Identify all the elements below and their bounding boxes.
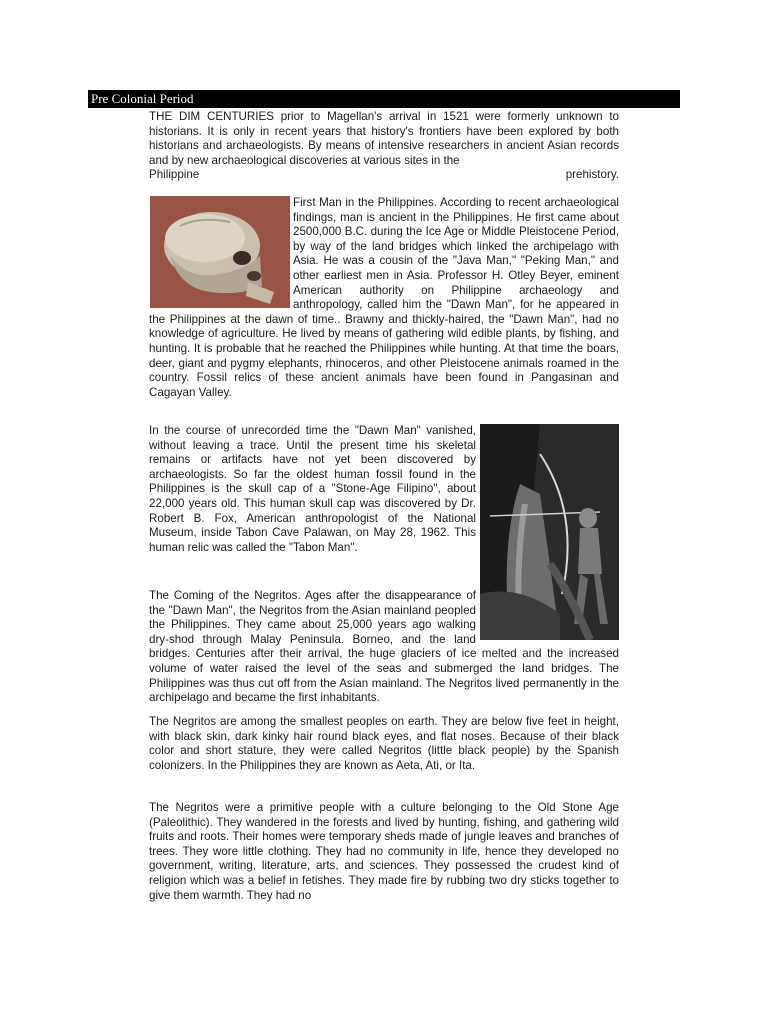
paragraph-negritos-culture: The Negritos were a primitive people with a culture belonging to the Old Stone Age (Paleolithic). They wandered in the forests and lived by hunting, fishing, and gathering wild fruits and roots. Their homes were temporary sheds made of jungle leaves and branches of trees. They wore little clothing. They had no community in life, hence they developed no government, writing, literature, arts, and sciences. They possessed the crudest kind of religion which was a belief in fetishes. They made fire by rubbing two dry sticks together to give them warmth. They had no <box>149 801 619 902</box>
paragraph-intro <box>149 110 619 183</box>
negritos-text: The Coming of the Negritos. Ages after the disappearance of the "Dawn Man", the Negritos from the Asian mainland peopled the Philippines. They came about 25,000 years ago walking dry-shod through Malay Peninsula. Borneo, and the land bridges. Centuries after their arrival, the huge glaciers of ice melted and the increased volume of water raised the level of the seas and submerged the land bridges. The Philippines was thus cut off from the Asian mainland. The Negritos lived permanently in the archipelago and became the first inhabitants. <box>149 589 619 705</box>
first-man-text: First Man in the Philippines. According to recent archaeological findings, man is ancient in the Philippines. He first came about 2500,000 B.C. during the Ice Age or Middle Pleistocene Period, by way of the land bridges which linked the archipelago with Asia. He was a cousin of the "Java Man," "Peking Man," and other earliest men in Asia. Professor H. Otley Beyer, eminent American authority on Philippine archaeology and anthropology, called him the "Dawn Man", for he appeared in the Philippines at the dawn of time.. Brawny and thickly-haired, the "Dawn Man", had no knowledge of agriculture. He lived by means of gathering wild edible plants, by fishing, and hunting. It is probable that he reached the Philippines while hunting. At that time the boars, deer, giant and pygmy elephants, rhinoceros, and other Pleistocene animals roamed in the country. Fossil relics of these ancient animals have been found in Pangasinan and Cagayan Valley. <box>149 196 619 399</box>
section-title: Pre Colonial Period <box>88 90 680 108</box>
hunter-float-spacer-2 <box>476 589 619 640</box>
intro-last-line: Philippine prehistory. <box>149 168 619 182</box>
paragraph-first-man <box>149 196 619 400</box>
intro-text: THE DIM CENTURIES prior to Magellan's arrival in 1521 were formerly unknown to historians. It is only in recent years that history's frontiers have been explored by both historians and archaeologists. By means of intensive researchers in ancient Asian records and by new archaeological discoveries at various sites in the <box>149 110 619 167</box>
paragraph-negritos-description: The Negritos are among the smallest peoples on earth. They are below five feet in height, with black skin, dark kinky hair round black eyes, and flat noses. Because of their black color and short stature, they were called Negritos (little black people) by the Spanish colonizers. In the Philippines they are known as Aeta, Ati, or Ita. <box>149 715 619 772</box>
paragraph-coming-of-negritos <box>149 589 619 706</box>
tabon-text: In the course of unrecorded time the "Dawn Man" vanished, without leaving a trace. Until the present time his skeletal remains or artifacts have not yet been discovered by archaeologists. So far the oldest human fossil found in the Philippines is the skull cap of a "Stone-Age Filipino", about 22,000 years old. This human skull cap was discovered by Dr. Robert B. Fox, American anthropologist of the National Museum, inside Tabon Cave Palawan, on May 28, 1962. This human relic was called the "Tabon Man". <box>149 424 476 554</box>
skull-float-spacer <box>149 196 293 308</box>
